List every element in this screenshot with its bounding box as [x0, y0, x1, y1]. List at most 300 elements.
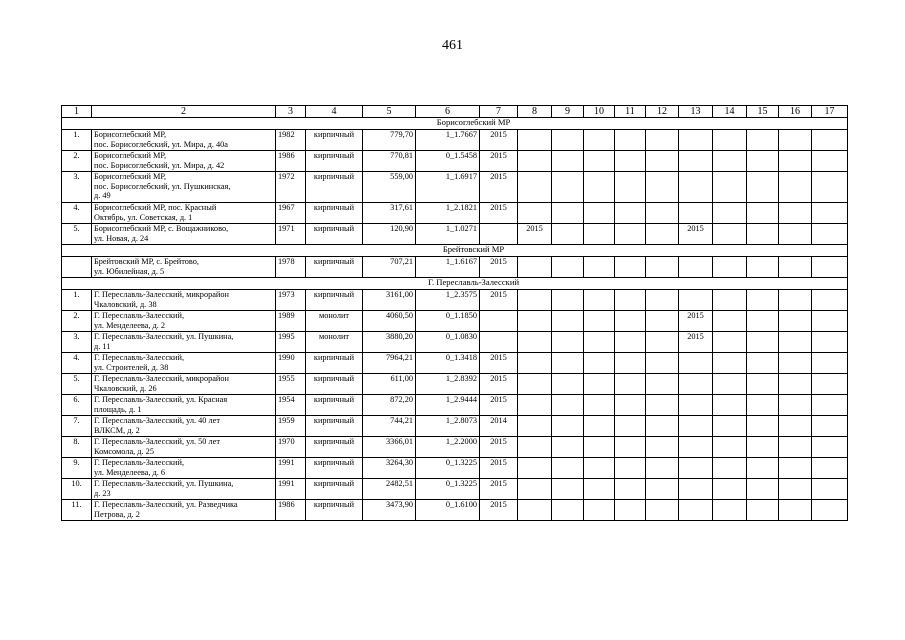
table-row [62, 353, 848, 374]
table-row [62, 374, 848, 395]
empty-cell [646, 224, 679, 245]
area-cell: 3161,00 [363, 290, 416, 311]
empty-cell [615, 374, 646, 395]
empty-cell [615, 172, 646, 203]
table-row [62, 332, 848, 353]
area-cell: 120,90 [363, 224, 416, 245]
empty-cell [584, 257, 615, 278]
empty-cell [552, 374, 584, 395]
empty-cell [713, 311, 747, 332]
area-cell: 779,70 [363, 130, 416, 151]
material-cell: кирпичный [306, 437, 363, 458]
col8-cell: 2015 [518, 224, 552, 245]
empty-cell [552, 203, 584, 224]
empty-cell [779, 416, 812, 437]
row-number: 2. [62, 151, 92, 172]
code-cell: 1_1.0271 [416, 224, 480, 245]
table-row [62, 290, 848, 311]
code-cell: 1_2.8073 [416, 416, 480, 437]
empty-cell [779, 500, 812, 521]
year-cell: 1991 [276, 458, 306, 479]
row-number: 3. [62, 332, 92, 353]
empty-cell [615, 437, 646, 458]
empty-cell [747, 290, 779, 311]
group-header-row [62, 118, 848, 130]
empty-cell [646, 458, 679, 479]
address-cell: Борисоглебский МР, пос. Борисоглебский, ул. Пушкинская, д. 49 [92, 172, 276, 203]
material-cell: кирпичный [306, 224, 363, 245]
year-cell: 1990 [276, 353, 306, 374]
empty-cell [747, 416, 779, 437]
year-cell: 1954 [276, 395, 306, 416]
table-row [62, 437, 848, 458]
empty-cell [747, 395, 779, 416]
col-header: 14 [713, 106, 747, 118]
col-header: 5 [363, 106, 416, 118]
material-cell: кирпичный [306, 151, 363, 172]
empty-cell [747, 224, 779, 245]
table-row [62, 172, 848, 203]
col8-cell [518, 416, 552, 437]
row-number: 4. [62, 203, 92, 224]
col-header: 17 [812, 106, 848, 118]
col-header: 3 [276, 106, 306, 118]
col-header: 15 [747, 106, 779, 118]
row-number: 7. [62, 416, 92, 437]
empty-cell [615, 500, 646, 521]
empty-cell [552, 332, 584, 353]
empty-cell [584, 151, 615, 172]
col7-cell: 2015 [480, 479, 518, 500]
col-header: 7 [480, 106, 518, 118]
empty-cell [779, 151, 812, 172]
col13-cell [679, 437, 713, 458]
code-cell: 0_1.1850 [416, 311, 480, 332]
col13-cell: 2015 [679, 224, 713, 245]
year-cell: 1955 [276, 374, 306, 395]
empty-cell [615, 332, 646, 353]
empty-cell [646, 332, 679, 353]
col7-cell: 2015 [480, 203, 518, 224]
col8-cell [518, 290, 552, 311]
row-number: 5. [62, 224, 92, 245]
empty-cell [615, 130, 646, 151]
col8-cell [518, 374, 552, 395]
empty-cell [615, 458, 646, 479]
group-header-row [62, 278, 848, 290]
material-cell: кирпичный [306, 130, 363, 151]
empty-cell [779, 479, 812, 500]
col7-cell: 2014 [480, 416, 518, 437]
area-cell: 4060,50 [363, 311, 416, 332]
table-row [62, 416, 848, 437]
address-cell: Г. Переславль-Залесский, микрорайон Чкаловский, д. 26 [92, 374, 276, 395]
material-cell: монолит [306, 311, 363, 332]
empty-cell [812, 290, 848, 311]
row-number: 1. [62, 290, 92, 311]
empty-cell [812, 395, 848, 416]
col13-cell [679, 257, 713, 278]
group-title: Г. Переславль-Залесский [62, 278, 848, 290]
row-number: 6. [62, 395, 92, 416]
area-cell: 317,61 [363, 203, 416, 224]
material-cell: кирпичный [306, 172, 363, 203]
empty-cell [713, 172, 747, 203]
empty-cell [615, 257, 646, 278]
table-row [62, 479, 848, 500]
col13-cell [679, 395, 713, 416]
empty-cell [713, 332, 747, 353]
empty-cell [779, 172, 812, 203]
empty-cell [747, 172, 779, 203]
row-number: 10. [62, 479, 92, 500]
empty-cell [552, 458, 584, 479]
row-number: 4. [62, 353, 92, 374]
table-row [62, 311, 848, 332]
material-cell: кирпичный [306, 500, 363, 521]
empty-cell [779, 437, 812, 458]
col8-cell [518, 172, 552, 203]
year-cell: 1972 [276, 172, 306, 203]
empty-cell [646, 257, 679, 278]
empty-cell [713, 203, 747, 224]
col8-cell [518, 130, 552, 151]
empty-cell [615, 479, 646, 500]
empty-cell [552, 479, 584, 500]
address-cell: Борисоглебский МР, пос. Красный Октябрь, ул. Советская, д. 1 [92, 203, 276, 224]
col7-cell: 2015 [480, 151, 518, 172]
empty-cell [779, 458, 812, 479]
material-cell: кирпичный [306, 416, 363, 437]
empty-cell [812, 500, 848, 521]
empty-cell [646, 479, 679, 500]
col13-cell [679, 203, 713, 224]
code-cell: 1_2.8392 [416, 374, 480, 395]
empty-cell [552, 311, 584, 332]
col-header: 4 [306, 106, 363, 118]
empty-cell [584, 395, 615, 416]
code-cell: 1_2.1821 [416, 203, 480, 224]
empty-cell [584, 458, 615, 479]
empty-cell [812, 374, 848, 395]
table-row [62, 203, 848, 224]
empty-cell [552, 224, 584, 245]
year-cell: 1986 [276, 151, 306, 172]
empty-cell [615, 416, 646, 437]
col7-cell: 2015 [480, 500, 518, 521]
area-cell: 744,21 [363, 416, 416, 437]
col-header: 13 [679, 106, 713, 118]
empty-cell [552, 416, 584, 437]
address-cell: Г. Переславль-Залесский, ул. Пушкина, д. 11 [92, 332, 276, 353]
col-header: 11 [615, 106, 646, 118]
row-number: 11. [62, 500, 92, 521]
table-row [62, 224, 848, 245]
empty-cell [646, 353, 679, 374]
empty-cell [779, 332, 812, 353]
material-cell: кирпичный [306, 395, 363, 416]
empty-cell [812, 130, 848, 151]
empty-cell [584, 479, 615, 500]
material-cell: кирпичный [306, 374, 363, 395]
empty-cell [747, 458, 779, 479]
empty-cell [779, 130, 812, 151]
empty-cell [747, 130, 779, 151]
area-cell: 3473,90 [363, 500, 416, 521]
address-cell: Г. Переславль-Залесский, ул. Красная площадь, д. 1 [92, 395, 276, 416]
row-number: 2. [62, 311, 92, 332]
area-cell: 7964,21 [363, 353, 416, 374]
col8-cell [518, 500, 552, 521]
col8-cell [518, 395, 552, 416]
empty-cell [584, 224, 615, 245]
col13-cell [679, 458, 713, 479]
empty-cell [747, 500, 779, 521]
empty-cell [646, 130, 679, 151]
empty-cell [552, 172, 584, 203]
empty-cell [552, 500, 584, 521]
area-cell: 770,81 [363, 151, 416, 172]
col7-cell: 2015 [480, 458, 518, 479]
col7-cell: 2015 [480, 374, 518, 395]
empty-cell [812, 458, 848, 479]
empty-cell [812, 437, 848, 458]
year-cell: 1982 [276, 130, 306, 151]
empty-cell [584, 374, 615, 395]
col8-cell [518, 151, 552, 172]
empty-cell [779, 311, 812, 332]
register-table [61, 105, 848, 521]
code-cell: 1_1.6167 [416, 257, 480, 278]
empty-cell [646, 172, 679, 203]
empty-cell [713, 458, 747, 479]
empty-cell [713, 395, 747, 416]
empty-cell [646, 290, 679, 311]
col-header: 9 [552, 106, 584, 118]
empty-cell [713, 416, 747, 437]
row-number: 1. [62, 130, 92, 151]
area-cell: 2482,51 [363, 479, 416, 500]
empty-cell [747, 332, 779, 353]
area-cell: 3880,20 [363, 332, 416, 353]
empty-cell [615, 224, 646, 245]
empty-cell [779, 203, 812, 224]
empty-cell [615, 353, 646, 374]
empty-cell [812, 332, 848, 353]
area-cell: 3366,01 [363, 437, 416, 458]
empty-cell [584, 311, 615, 332]
empty-cell [747, 203, 779, 224]
empty-cell [552, 151, 584, 172]
empty-cell [646, 395, 679, 416]
empty-cell [812, 353, 848, 374]
empty-cell [747, 151, 779, 172]
empty-cell [584, 437, 615, 458]
year-cell: 1995 [276, 332, 306, 353]
address-cell: Г. Переславль-Залесский, ул. Менделеева, д. 6 [92, 458, 276, 479]
empty-cell [747, 479, 779, 500]
col13-cell [679, 500, 713, 521]
col8-cell [518, 203, 552, 224]
empty-cell [713, 500, 747, 521]
col7-cell [480, 311, 518, 332]
empty-cell [713, 437, 747, 458]
empty-cell [747, 374, 779, 395]
group-title: Брейтовский МР [62, 245, 848, 257]
col13-cell [679, 374, 713, 395]
empty-cell [552, 257, 584, 278]
table-row [62, 130, 848, 151]
col-header: 12 [646, 106, 679, 118]
col7-cell: 2015 [480, 395, 518, 416]
col-header: 8 [518, 106, 552, 118]
empty-cell [552, 395, 584, 416]
row-number: 8. [62, 437, 92, 458]
empty-cell [615, 395, 646, 416]
empty-cell [812, 479, 848, 500]
address-cell: Г. Переславль-Залесский, ул. 40 лет ВЛКСМ, д. 2 [92, 416, 276, 437]
empty-cell [584, 290, 615, 311]
col7-cell: 2015 [480, 437, 518, 458]
address-cell: Г. Переславль-Залесский, ул. Менделеева, д. 2 [92, 311, 276, 332]
year-cell: 1978 [276, 257, 306, 278]
material-cell: кирпичный [306, 257, 363, 278]
empty-cell [584, 172, 615, 203]
empty-cell [779, 353, 812, 374]
table-row [62, 500, 848, 521]
col13-cell: 2015 [679, 311, 713, 332]
empty-cell [747, 311, 779, 332]
col-header: 2 [92, 106, 276, 118]
col8-cell [518, 257, 552, 278]
col8-cell [518, 458, 552, 479]
code-cell: 0_1.3225 [416, 479, 480, 500]
empty-cell [812, 224, 848, 245]
code-cell: 0_1.5458 [416, 151, 480, 172]
empty-cell [646, 416, 679, 437]
col-header: 1 [62, 106, 92, 118]
empty-cell [747, 257, 779, 278]
empty-cell [713, 479, 747, 500]
empty-cell [584, 203, 615, 224]
empty-cell [646, 374, 679, 395]
empty-cell [713, 224, 747, 245]
col13-cell: 2015 [679, 332, 713, 353]
empty-cell [552, 130, 584, 151]
material-cell: монолит [306, 332, 363, 353]
table-row [62, 257, 848, 278]
empty-cell [646, 203, 679, 224]
material-cell: кирпичный [306, 203, 363, 224]
code-cell: 1_1.7667 [416, 130, 480, 151]
empty-cell [713, 353, 747, 374]
code-cell: 1_1.6917 [416, 172, 480, 203]
col8-cell [518, 437, 552, 458]
col7-cell: 2015 [480, 290, 518, 311]
col13-cell [679, 172, 713, 203]
empty-cell [713, 151, 747, 172]
empty-cell [779, 395, 812, 416]
col8-cell [518, 479, 552, 500]
page-number: 461 [442, 38, 463, 53]
year-cell: 1959 [276, 416, 306, 437]
row-number: 5. [62, 374, 92, 395]
empty-cell [812, 203, 848, 224]
empty-cell [584, 416, 615, 437]
empty-cell [812, 311, 848, 332]
address-cell: Г. Переславль-Залесский, ул. Разведчика Петрова, д. 2 [92, 500, 276, 521]
col7-cell [480, 332, 518, 353]
empty-cell [779, 374, 812, 395]
empty-cell [747, 353, 779, 374]
address-cell: Борисоглебский МР, с. Вощажниково, ул. Новая, д. 24 [92, 224, 276, 245]
area-cell: 707,21 [363, 257, 416, 278]
group-header-row [62, 245, 848, 257]
col7-cell: 2015 [480, 130, 518, 151]
empty-cell [779, 290, 812, 311]
col7-cell: 2015 [480, 172, 518, 203]
col13-cell [679, 151, 713, 172]
empty-cell [552, 437, 584, 458]
year-cell: 1973 [276, 290, 306, 311]
row-number [62, 257, 92, 278]
area-cell: 872,20 [363, 395, 416, 416]
address-cell: Г. Переславль-Залесский, ул. Пушкина, д. 23 [92, 479, 276, 500]
empty-cell [779, 257, 812, 278]
address-cell: Г. Переславль-Залесский, микрорайон Чкаловский, д. 38 [92, 290, 276, 311]
address-cell: Борисоглебский МР, пос. Борисоглебский, ул. Мира, д. 42 [92, 151, 276, 172]
row-number: 9. [62, 458, 92, 479]
empty-cell [713, 290, 747, 311]
table-row [62, 395, 848, 416]
empty-cell [552, 290, 584, 311]
empty-cell [615, 290, 646, 311]
col-header: 10 [584, 106, 615, 118]
empty-cell [779, 224, 812, 245]
address-cell: Брейтовский МР, с. Брейтово, ул. Юбилейная, д. 5 [92, 257, 276, 278]
col-header: 16 [779, 106, 812, 118]
year-cell: 1989 [276, 311, 306, 332]
empty-cell [713, 130, 747, 151]
code-cell: 1_2.3575 [416, 290, 480, 311]
col13-cell [679, 290, 713, 311]
empty-cell [552, 353, 584, 374]
empty-cell [615, 311, 646, 332]
col7-cell: 2015 [480, 353, 518, 374]
empty-cell [646, 437, 679, 458]
empty-cell [713, 374, 747, 395]
code-cell: 0_1.3418 [416, 353, 480, 374]
code-cell: 0_1.6100 [416, 500, 480, 521]
area-cell: 559,00 [363, 172, 416, 203]
material-cell: кирпичный [306, 290, 363, 311]
year-cell: 1971 [276, 224, 306, 245]
material-cell: кирпичный [306, 353, 363, 374]
col8-cell [518, 353, 552, 374]
code-cell: 1_2.2000 [416, 437, 480, 458]
code-cell: 0_1.3225 [416, 458, 480, 479]
code-cell: 0_1.0830 [416, 332, 480, 353]
year-cell: 1986 [276, 500, 306, 521]
header-row [62, 106, 848, 118]
empty-cell [713, 257, 747, 278]
material-cell: кирпичный [306, 458, 363, 479]
empty-cell [646, 151, 679, 172]
col13-cell [679, 353, 713, 374]
col13-cell [679, 130, 713, 151]
col8-cell [518, 311, 552, 332]
empty-cell [615, 203, 646, 224]
